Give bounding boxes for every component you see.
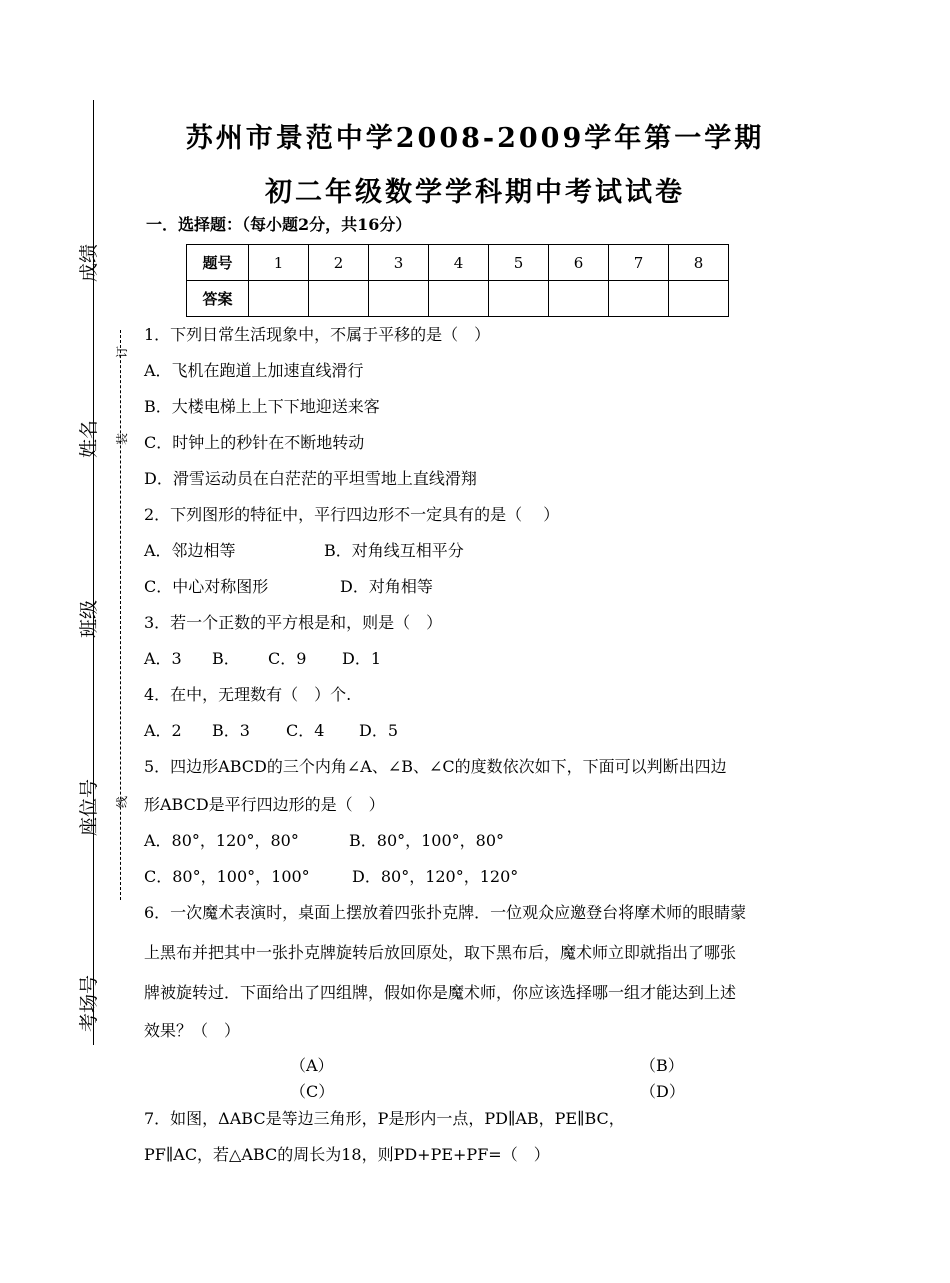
q3-option-b: B． xyxy=(212,649,240,668)
question-number-cell: 8 xyxy=(669,245,729,281)
answer-row xyxy=(187,281,729,317)
binding-mark-zhuang: 装 xyxy=(115,432,129,445)
q2-stem: 2．下列图形的特征中，平行四边形不一定具有的是（ ） xyxy=(144,505,560,524)
q1-option-a: A．飞机在跑道上加速直线滑行 xyxy=(144,361,364,380)
q1-option-b: B．大楼电梯上上下下地迎送来客 xyxy=(144,397,380,416)
section-heading xyxy=(146,212,411,235)
answer-cell[interactable] xyxy=(309,281,369,317)
q1-option-d: D．滑雪运动员在白茫茫的平坦雪地上直线滑翔 xyxy=(144,469,477,488)
q6-line4: 效果？（ ） xyxy=(144,1021,241,1040)
q4-stem: 4．在中，无理数有（ ）个. xyxy=(144,685,352,704)
exam-title-line2: 初二年级数学学科期中考试试卷 xyxy=(265,177,685,208)
q2-option-d: D．对角相等 xyxy=(340,577,433,596)
q4-option-d: D．5 xyxy=(359,721,399,740)
q2-option-a: A．邻边相等 xyxy=(144,541,236,560)
q6-choice-a: （A） xyxy=(290,1056,334,1075)
q6-choice-b: （B） xyxy=(640,1056,684,1075)
q7-line1: 7．如图，ΔABC是等边三角形，P是形内一点，PD∥AB，PE∥BC， xyxy=(144,1109,625,1128)
answer-cell[interactable] xyxy=(609,281,669,317)
q5-stem-line2: 形ABCD是平行四边形的是（ ） xyxy=(144,795,385,814)
q5-option-c: C．80°，100°，100° xyxy=(144,867,310,886)
question-number-cell: 2 xyxy=(309,245,369,281)
q5-option-d: D．80°，120°，120° xyxy=(352,867,519,886)
q3-option-a: A．3 xyxy=(144,649,182,668)
q4-option-c: C．4 xyxy=(286,721,325,740)
exam-title-line1: 苏州市景范中学2008-2009学年第一学期 xyxy=(185,123,765,154)
name-label: 姓名 xyxy=(78,419,100,458)
q3-option-c: C．9 xyxy=(268,649,307,668)
q4-option-b: B．3 xyxy=(212,721,250,740)
binding-dashed-line xyxy=(120,330,121,900)
q6-choice-d: （D） xyxy=(640,1082,685,1101)
answer-cell[interactable] xyxy=(669,281,729,317)
question-number-cell: 7 xyxy=(609,245,669,281)
q1-stem: 1．下列日常生活现象中，不属于平移的是（ ） xyxy=(144,325,491,344)
question-number-cell: 3 xyxy=(369,245,429,281)
question-number-cell: 1 xyxy=(249,245,309,281)
question-number-header: 题号 xyxy=(187,245,249,281)
q7-line2: PF∥AC，若△ABC的周长为18，则PD+PE+PF=（ ） xyxy=(144,1145,550,1164)
binding-mark-ding: 订 xyxy=(115,345,129,358)
class-label: 班级 xyxy=(78,599,100,638)
answer-cell[interactable] xyxy=(249,281,309,317)
q6-choice-c: （C） xyxy=(290,1082,335,1101)
question-number-row xyxy=(187,245,729,281)
section-title: 一．选择题： xyxy=(146,215,243,234)
answer-cell[interactable] xyxy=(429,281,489,317)
answer-header: 答案 xyxy=(187,281,249,317)
q6-line2: 上黑布并把其中一张扑克牌旋转后放回原处，取下黑布后，魔术师立即就指出了哪张 xyxy=(144,943,737,962)
exam-room-label: 考场号 xyxy=(78,974,100,1032)
section-note: （每小题2分，共16分） xyxy=(242,215,412,234)
answer-table xyxy=(186,244,729,317)
q6-line1: 6．一次魔术表演时，桌面上摆放着四张扑克牌．一位观众应邀登台将摩术师的眼睛蒙 xyxy=(144,903,747,922)
question-number-cell: 5 xyxy=(489,245,549,281)
q2-option-c: C．中心对称图形 xyxy=(144,577,269,596)
q3-stem: 3．若一个正数的平方根是和，则是（ ） xyxy=(144,613,443,632)
q5-stem-line1: 5．四边形ABCD的三个内角∠A、∠B、∠C的度数依次如下，下面可以判断出四边 xyxy=(144,757,727,776)
q2-option-b: B．对角线互相平分 xyxy=(324,541,464,560)
q3-option-d: D．1 xyxy=(342,649,382,668)
q1-option-c: C．时钟上的秒针在不断地转动 xyxy=(144,433,365,452)
answer-cell[interactable] xyxy=(369,281,429,317)
seat-number-label: 座位号 xyxy=(78,778,100,836)
binding-mark-xian: 线 xyxy=(115,795,129,808)
binding-solid-line xyxy=(93,100,94,1045)
question-number-cell: 6 xyxy=(549,245,609,281)
q4-option-a: A．2 xyxy=(144,721,182,740)
answer-cell[interactable] xyxy=(549,281,609,317)
score-label: 成绩 xyxy=(78,243,100,282)
answer-cell[interactable] xyxy=(489,281,549,317)
q5-option-a: A．80°，120°，80° xyxy=(144,831,299,850)
q6-line3: 牌被旋转过．下面给出了四组牌，假如你是魔术师，你应该选择哪一组才能达到上述 xyxy=(144,983,737,1002)
question-number-cell: 4 xyxy=(429,245,489,281)
q5-option-b: B．80°，100°，80° xyxy=(349,831,505,850)
